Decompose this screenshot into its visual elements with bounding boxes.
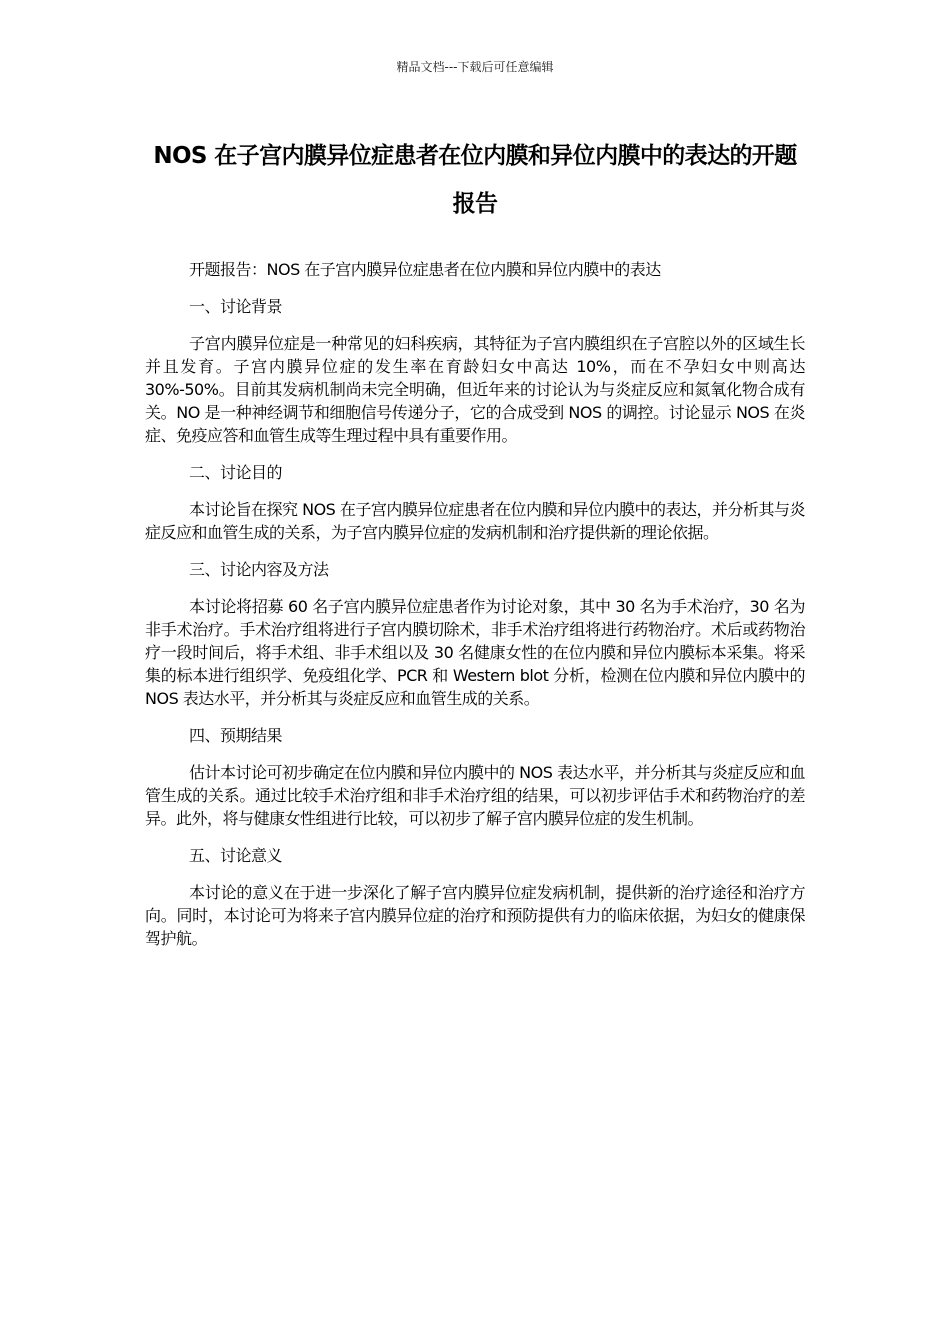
header-note: 精品文档---下载后可任意编辑 [396,60,554,74]
document-body [145,258,805,964]
section-heading: 四、预期结果 [189,726,283,745]
section-paragraph: 本讨论将招募 60 名子宫内膜异位症患者作为讨论对象，其中 30 名为手术治疗，30 名为非手术治疗。手术治疗组将进行子宫内膜切除术，非手术治疗组将进行药物治疗。术后或药物治疗一段时间后，将手术组、非手术组以及 30 名健康女性的在位内膜和异位内膜标本采集。将采集的标本进行组织学、免疫组化学、PCR 和 Western blot 分析，检测在位内膜和异位内膜中的 NOS 表达水平，并分析其与炎症反应和血管生成的关系。 [145,597,805,708]
subject-line: 开题报告：NOS 在子宫内膜异位症患者在位内膜和异位内膜中的表达 [189,260,661,279]
section-paragraph: 估计本讨论可初步确定在位内膜和异位内膜中的 NOS 表达水平，并分析其与炎症反应和血管生成的关系。通过比较手术治疗组和非手术治疗组的结果，可以初步评估手术和药物治疗的差异。此外，将与健康女性组进行比较，可以初步了解子宫内膜异位症的发生机制。 [145,763,805,828]
section-paragraph: 本讨论的意义在于进一步深化了解子宫内膜异位症发病机制，提供新的治疗途径和治疗方向。同时，本讨论可为将来子宫内膜异位症的治疗和预防提供有力的临床依据，为妇女的健康保驾护航。 [145,883,805,948]
section-paragraph: 本讨论旨在探究 NOS 在子宫内膜异位症患者在位内膜和异位内膜中的表达，并分析其与炎症反应和血管生成的关系，为子宫内膜异位症的发病机制和治疗提供新的理论依据。 [145,500,805,542]
document-title: NOS 在子宫内膜异位症患者在位内膜和异位内膜中的表达的开题报告 [153,143,797,217]
section-paragraph: 子宫内膜异位症是一种常见的妇科疾病，其特征为子宫内膜组织在子宫腔以外的区域生长并且发育。子宫内膜异位症的发生率在育龄妇女中高达 10%，而在不孕妇女中则高达 30%-50%。目前其发病机制尚未完全明确，但近年来的讨论认为与炎症反应和氮氧化物合成有关。NO 是一种神经调节和细胞信号传递分子，它的合成受到 NOS 的调控。讨论显示 NOS 在炎症、免疫应答和血管生成等生理过程中具有重要作用。 [145,334,805,445]
section-heading: 一、讨论背景 [189,297,283,316]
section-heading: 三、讨论内容及方法 [189,560,329,579]
section-heading: 五、讨论意义 [189,846,283,865]
section-heading: 二、讨论目的 [189,463,283,482]
